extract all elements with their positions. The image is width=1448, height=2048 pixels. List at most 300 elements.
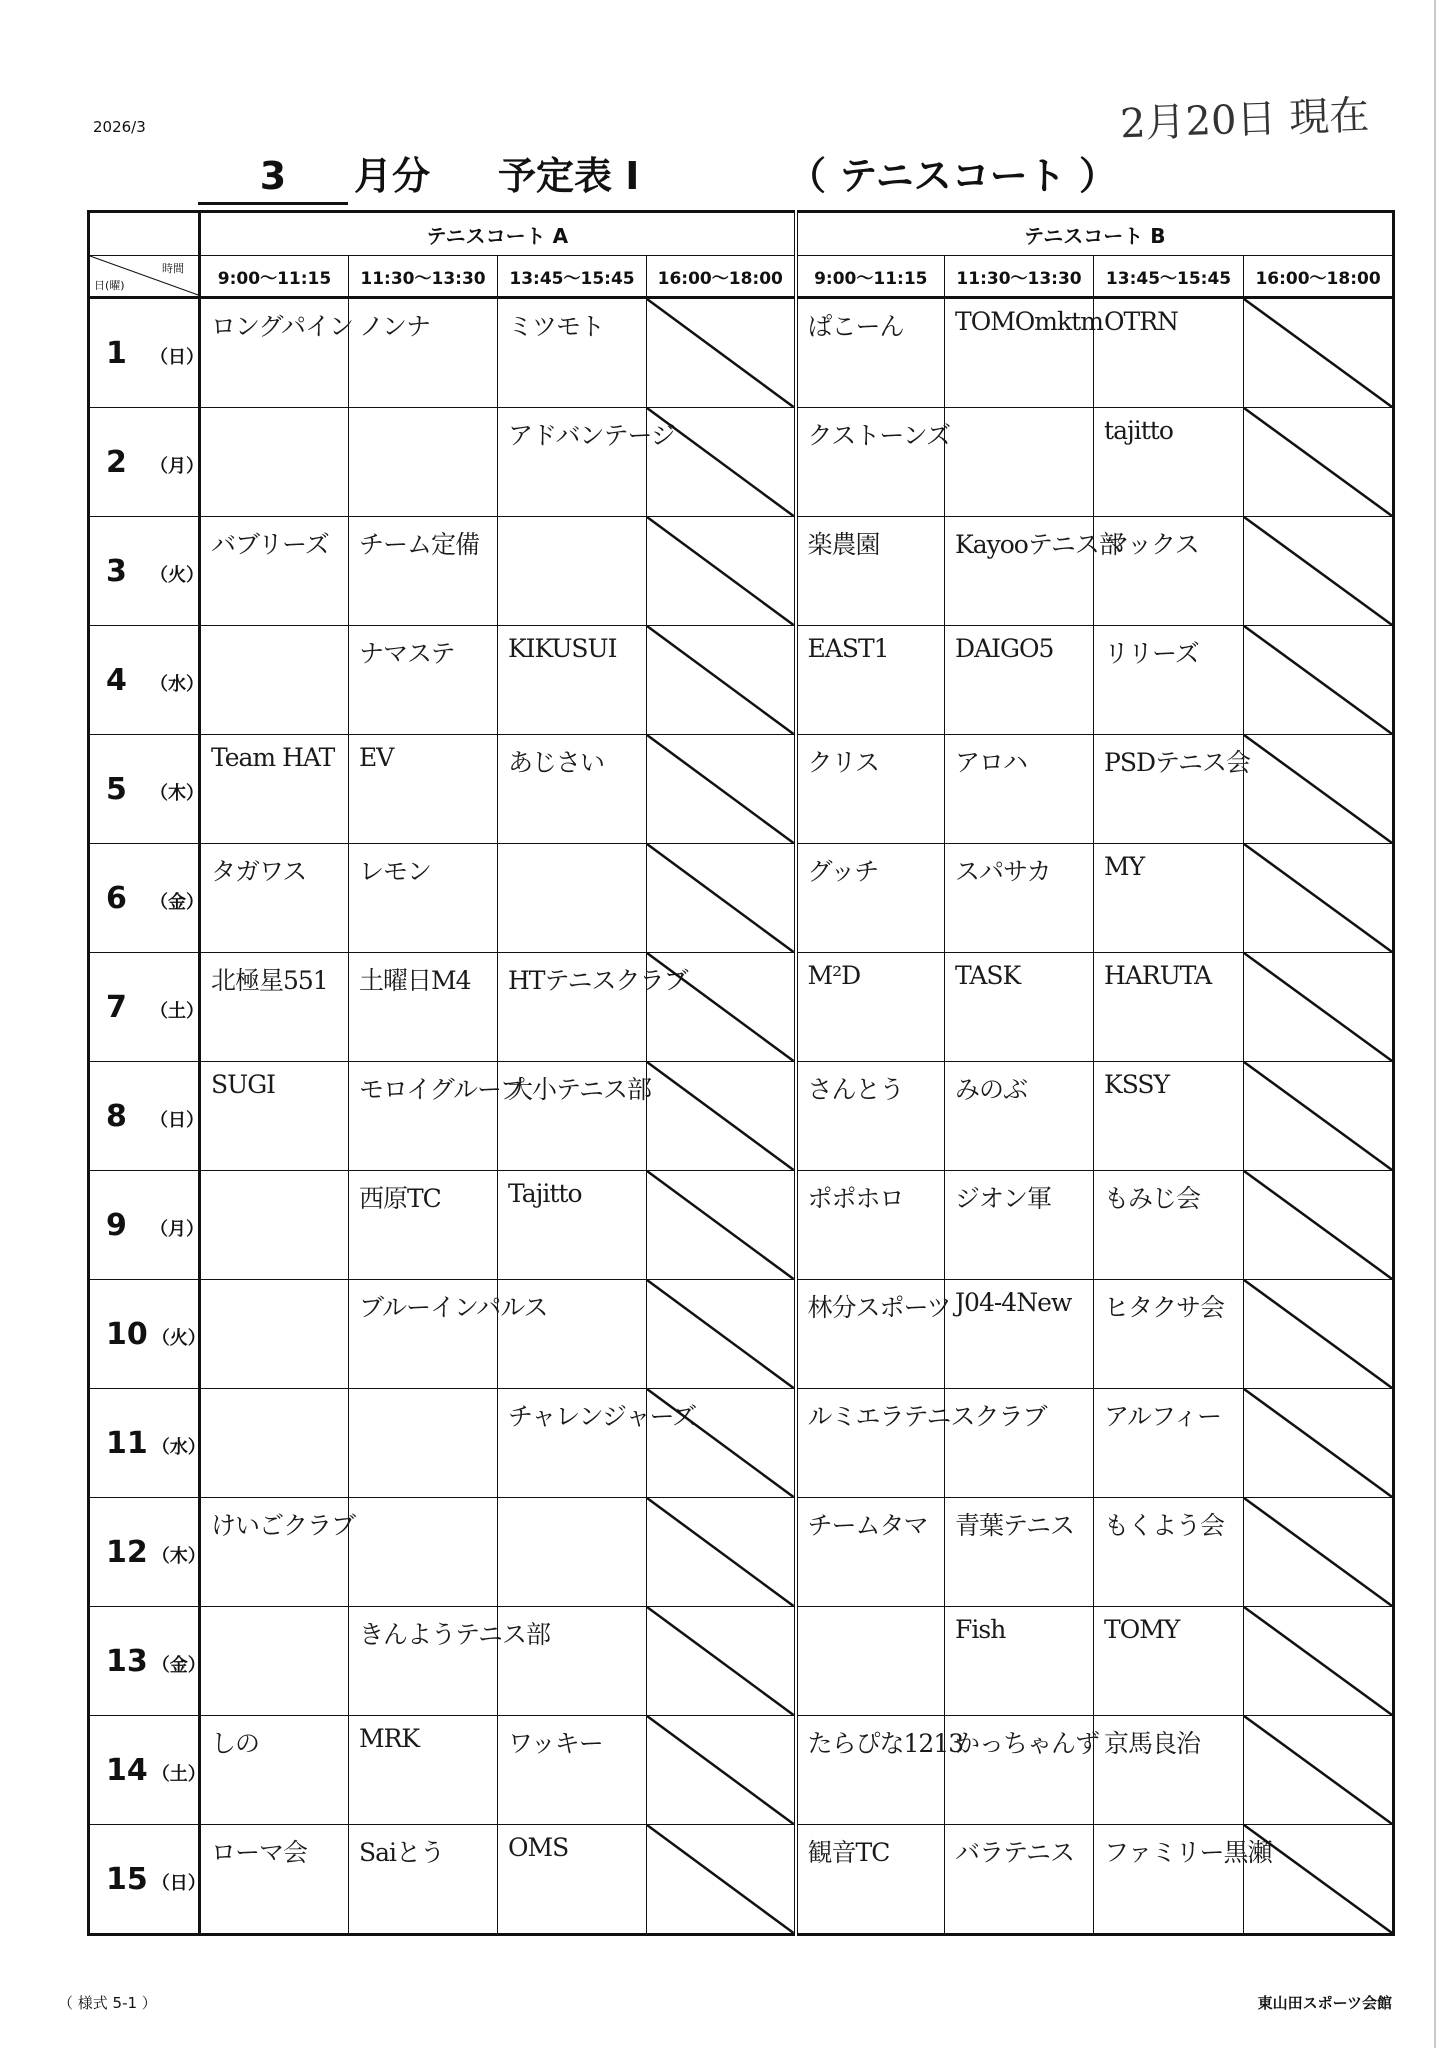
booking-cell <box>200 953 349 1062</box>
time-slot-header: 13:45～15:45 <box>498 256 647 298</box>
day-row <box>89 735 1394 844</box>
booking-name: KIKUSUI <box>508 634 617 663</box>
day-label <box>89 735 204 844</box>
booking-name: ワッキー <box>508 1729 603 1758</box>
booking-cell <box>200 298 354 408</box>
booking-name <box>498 1607 646 1615</box>
facility-label: （ テニスコート ） <box>788 154 1117 198</box>
time-slot-header: 9:00～11:15 <box>200 256 349 298</box>
booking-name: アロハ <box>955 748 1028 777</box>
day-number: 1 <box>106 335 127 371</box>
booking-cell <box>945 298 1103 408</box>
booking-name: バブリーズ <box>211 530 329 559</box>
booking-cell <box>945 626 1094 735</box>
booking-cell <box>200 1062 349 1171</box>
diagonal-strike <box>1244 1607 1392 1715</box>
diagonal-strike <box>647 735 794 843</box>
day-label <box>89 953 204 1062</box>
booking-cell <box>796 735 945 844</box>
document-title: 予定表 I <box>498 154 640 198</box>
booking-name: レモン <box>359 857 432 886</box>
blocked-slot-cell <box>647 844 796 953</box>
booking-cell <box>200 517 349 626</box>
venue-name: 東山田スポーツ会館 <box>1257 1994 1392 2012</box>
blocked-slot-cell <box>647 1280 796 1389</box>
booking-cell <box>349 735 498 844</box>
day-number: 3 <box>106 553 127 589</box>
diagonal-strike <box>1244 1280 1392 1388</box>
day-number: 8 <box>106 1098 127 1134</box>
blocked-slot-cell <box>1244 1389 1394 1498</box>
diagonal-strike <box>647 1716 794 1824</box>
day-label <box>89 298 204 408</box>
booking-name <box>201 408 348 416</box>
day-row <box>89 1716 1394 1825</box>
booking-name: リリーズ <box>1104 639 1199 668</box>
time-slot-header: 16:00～18:00 <box>1244 256 1394 298</box>
day-number: 13 <box>106 1643 148 1679</box>
booking-cell <box>1094 735 1251 844</box>
booking-name: Fish <box>955 1615 1006 1644</box>
day-number: 6 <box>106 880 127 916</box>
booking-cell <box>945 1171 1094 1280</box>
booking-name: DAIGO5 <box>955 634 1054 663</box>
day-label <box>89 1389 206 1498</box>
day-label <box>89 1825 206 1935</box>
time-slot-header: 16:00～18:00 <box>647 256 796 298</box>
diagonal-strike <box>1244 408 1392 516</box>
blocked-slot-cell <box>1244 1825 1394 1935</box>
booking-name: タガワス <box>211 857 307 886</box>
day-number: 11 <box>106 1425 148 1461</box>
day-weekday: （水） <box>150 673 204 695</box>
diagonal-strike <box>1244 1825 1392 1933</box>
booking-name: 京馬良治 <box>1104 1729 1201 1758</box>
day-weekday: （水） <box>151 1436 206 1458</box>
day-weekday: （月） <box>150 455 204 477</box>
blocked-slot-cell <box>647 408 796 517</box>
booking-name: グッチ <box>807 857 879 886</box>
time-slot-header: 11:30～13:30 <box>349 256 498 298</box>
day-label <box>89 1062 204 1171</box>
booking-name <box>349 1498 497 1506</box>
booking-cell <box>1094 1716 1244 1825</box>
booking-name <box>798 1607 945 1615</box>
diagonal-strike <box>647 1171 794 1279</box>
blocked-slot-cell <box>1244 626 1394 735</box>
day-number: 14 <box>106 1752 148 1788</box>
day-weekday: （月） <box>150 1218 204 1240</box>
blocked-slot-cell <box>1244 1171 1394 1280</box>
booking-cell <box>1094 517 1244 626</box>
booking-cell <box>349 1498 498 1607</box>
booking-cell <box>796 844 945 953</box>
day-weekday: （木） <box>151 1545 206 1567</box>
booking-cell <box>945 1498 1094 1607</box>
booking-name: 西原TC <box>359 1184 441 1213</box>
booking-cell <box>498 1171 647 1280</box>
booking-cell <box>1094 408 1244 517</box>
booking-name: 青葉テニス <box>955 1511 1075 1540</box>
booking-cell <box>498 1389 697 1498</box>
booking-name: TOMOmktm <box>955 307 1103 336</box>
day-label <box>89 1607 206 1716</box>
booking-name: チームタマ <box>807 1511 928 1540</box>
booking-cell <box>200 1389 349 1498</box>
diagonal-strike <box>1244 1171 1392 1279</box>
blocked-slot-cell <box>647 626 796 735</box>
booking-cell <box>498 953 688 1062</box>
blocked-slot-cell <box>1244 735 1394 844</box>
time-slot-header: 11:30～13:30 <box>945 256 1094 298</box>
booking-name: TOMY <box>1104 1615 1180 1644</box>
day-number: 2 <box>106 444 127 480</box>
day-label <box>89 626 204 735</box>
booking-cell <box>796 1607 945 1716</box>
diagonal-strike <box>647 1389 794 1497</box>
day-row <box>89 953 1394 1062</box>
day-row <box>89 1498 1394 1607</box>
day-number: 5 <box>106 771 127 807</box>
day-number: 9 <box>106 1207 127 1243</box>
blocked-slot-cell <box>647 1607 796 1716</box>
booking-cell <box>200 1825 349 1935</box>
booking-cell <box>200 408 349 517</box>
booking-cell <box>945 1280 1094 1389</box>
booking-name: Team HAT <box>211 743 335 772</box>
booking-cell <box>498 735 647 844</box>
blocked-slot-cell <box>1244 953 1394 1062</box>
booking-name: ノンナ <box>359 312 431 341</box>
booking-cell <box>796 1171 945 1280</box>
day-weekday: （火） <box>151 1327 206 1349</box>
booking-cell <box>1094 1171 1244 1280</box>
booking-cell <box>796 626 945 735</box>
booking-name: Tajitto <box>508 1179 582 1208</box>
booking-name: 林分スポーツ <box>807 1293 951 1322</box>
booking-cell <box>349 1062 524 1171</box>
blocked-slot-cell <box>647 517 796 626</box>
booking-cell <box>1094 1825 1272 1935</box>
booking-cell <box>498 517 647 626</box>
booking-cell <box>1094 1607 1244 1716</box>
diagonal-strike <box>1244 953 1392 1061</box>
day-label <box>89 1280 206 1389</box>
booking-cell <box>796 1716 964 1825</box>
diagonal-strike <box>647 1825 794 1933</box>
booking-cell <box>200 735 349 844</box>
booking-name: マックス <box>1104 530 1199 559</box>
booking-name <box>201 1607 348 1615</box>
booking-name: OTRN <box>1104 307 1178 336</box>
booking-name: スパサカ <box>955 857 1051 886</box>
booking-cell <box>200 1498 356 1607</box>
booking-name: ナマステ <box>359 639 455 668</box>
booking-cell <box>349 1716 498 1825</box>
diagonal-strike <box>1244 626 1392 734</box>
booking-cell <box>796 1825 945 1935</box>
booking-name <box>349 408 497 416</box>
booking-cell <box>796 1389 1047 1498</box>
time-slot-header: 13:45～15:45 <box>1094 256 1244 298</box>
booking-name: ポポホロ <box>807 1184 904 1213</box>
booking-name: Saiとう <box>359 1838 445 1867</box>
day-number: 15 <box>106 1861 148 1897</box>
day-row <box>89 626 1394 735</box>
scan-edge <box>1434 0 1436 2048</box>
blocked-slot-cell <box>647 735 796 844</box>
day-label <box>89 1716 206 1825</box>
booking-cell <box>1094 844 1244 953</box>
booking-cell <box>498 408 676 517</box>
document-header <box>198 150 1198 206</box>
blocked-slot-cell <box>1244 1062 1394 1171</box>
booking-cell <box>1094 953 1244 1062</box>
blocked-slot-cell <box>647 1716 796 1825</box>
booking-name: OMS <box>508 1833 569 1862</box>
booking-cell <box>349 1280 548 1389</box>
booking-cell <box>796 1280 951 1389</box>
status-note: 2月20日 現在 <box>1119 92 1370 148</box>
day-label <box>89 517 204 626</box>
blocked-slot-cell <box>1244 1498 1394 1607</box>
diagonal-strike <box>647 626 794 734</box>
booking-name: バラテニス <box>955 1838 1075 1867</box>
schedule-body <box>89 298 1394 1935</box>
booking-cell <box>1094 626 1244 735</box>
booking-cell <box>945 517 1123 626</box>
booking-cell <box>349 1171 498 1280</box>
booking-name <box>201 1171 348 1179</box>
booking-cell <box>945 1062 1094 1171</box>
court-b-header: テニスコート B <box>796 212 1394 256</box>
diagonal-strike <box>647 517 794 625</box>
booking-name <box>498 517 646 525</box>
day-number: 10 <box>106 1316 148 1352</box>
booking-name: クストーンズ <box>807 421 951 450</box>
blocked-slot-cell <box>647 1062 796 1171</box>
booking-name: tajitto <box>1104 416 1173 445</box>
booking-name <box>201 626 348 634</box>
day-row <box>89 408 1394 517</box>
booking-cell <box>796 1498 945 1607</box>
day-row <box>89 1825 1394 1935</box>
diagonal-strike <box>1244 517 1392 625</box>
court-header-row <box>89 212 1394 256</box>
booking-cell <box>945 1607 1094 1716</box>
booking-cell <box>498 1498 647 1607</box>
booking-name: ジオン軍 <box>955 1184 1052 1213</box>
booking-name: MRK <box>359 1724 420 1753</box>
diagonal-strike <box>647 1280 794 1388</box>
booking-name: アルフィー <box>1104 1402 1222 1431</box>
booking-name: ファミリー黒瀬 <box>1104 1838 1272 1867</box>
booking-name: 大小テニス部 <box>508 1075 652 1104</box>
diagonal-strike <box>647 299 794 407</box>
booking-name: ぱこーん <box>807 312 904 341</box>
booking-name: PSDテニス会 <box>1104 748 1251 777</box>
booking-name: TASK <box>955 961 1021 990</box>
booking-name: ブルーインパルス <box>359 1293 548 1322</box>
booking-name <box>945 1389 1093 1397</box>
booking-name: 楽農園 <box>807 530 880 559</box>
booking-name: みのぶ <box>955 1075 1028 1104</box>
booking-cell <box>945 735 1094 844</box>
booking-name: SUGI <box>211 1070 276 1099</box>
booking-cell <box>200 1716 349 1825</box>
blocked-slot-cell <box>1244 517 1394 626</box>
booking-cell <box>1094 298 1244 408</box>
day-label <box>89 844 204 953</box>
booking-cell <box>200 1171 349 1280</box>
booking-cell <box>498 1716 647 1825</box>
booking-name: チーム定備 <box>359 530 480 559</box>
day-weekday: （火） <box>150 564 204 586</box>
month-value: 3 <box>198 150 348 205</box>
booking-name <box>349 1389 497 1397</box>
booking-cell <box>349 298 498 408</box>
booking-cell <box>945 1825 1094 1935</box>
blocked-slot-cell <box>647 298 796 408</box>
booking-cell <box>200 1280 349 1389</box>
booking-cell <box>945 1716 1100 1825</box>
booking-name: 土曜日M4 <box>359 966 471 995</box>
booking-cell <box>498 626 647 735</box>
day-row <box>89 1607 1394 1716</box>
day-number: 7 <box>106 989 127 1025</box>
booking-name <box>201 1389 348 1397</box>
booking-name: Kayooテニス部 <box>955 530 1123 559</box>
diagonal-strike <box>1244 1389 1392 1497</box>
booking-name: J04-4New <box>955 1288 1072 1317</box>
day-weekday: （木） <box>150 782 204 804</box>
booking-name <box>498 1498 646 1506</box>
booking-name: 観音TC <box>807 1838 890 1867</box>
booking-cell <box>349 1825 498 1935</box>
booking-name: HTテニスクラブ <box>508 966 688 995</box>
booking-name: さんとう <box>807 1075 904 1104</box>
booking-cell <box>200 844 349 953</box>
booking-name: MY <box>1104 852 1145 881</box>
booking-name: ローマ会 <box>211 1838 308 1867</box>
booking-name: きんようテニス部 <box>359 1620 551 1649</box>
booking-cell <box>796 298 945 408</box>
blocked-slot-cell <box>1244 298 1394 408</box>
booking-name: ロングパイン <box>211 312 354 341</box>
booking-name: たらぴな1213 <box>807 1729 964 1758</box>
booking-cell <box>349 1389 498 1498</box>
time-slot-header: 9:00～11:15 <box>796 256 945 298</box>
booking-name: ルミエラテニスクラブ <box>807 1402 1047 1431</box>
blocked-slot-cell <box>1244 1607 1394 1716</box>
booking-name: チャレンジャーズ <box>508 1402 697 1431</box>
booking-name <box>498 844 646 852</box>
diagonal-strike <box>1244 1062 1392 1170</box>
blocked-slot-cell <box>1244 844 1394 953</box>
corner-day-label: 日(曜) <box>94 279 125 292</box>
booking-name: アドバンテージ <box>508 421 676 450</box>
day-number: 4 <box>106 662 127 698</box>
day-label <box>89 1498 206 1607</box>
diagonal-strike <box>1244 844 1392 952</box>
booking-name: かっちゃんず <box>955 1729 1100 1758</box>
court-a-header: テニスコート A <box>200 212 796 256</box>
corner-blank <box>89 212 200 256</box>
booking-cell <box>498 844 647 953</box>
corner-time-label: 時間 <box>162 262 184 275</box>
blocked-slot-cell <box>647 1171 796 1280</box>
time-header-row <box>89 256 1394 298</box>
booking-name: ミツモト <box>508 312 605 341</box>
booking-name: もくよう会 <box>1104 1511 1225 1540</box>
booking-cell <box>1094 1498 1244 1607</box>
diagonal-strike <box>1244 299 1392 407</box>
year-month: 2026/3 <box>93 118 146 136</box>
form-code: （ 様式 5-1 ） <box>58 1994 157 2012</box>
day-row <box>89 1171 1394 1280</box>
booking-cell <box>945 844 1094 953</box>
booking-cell <box>796 1062 945 1171</box>
blocked-slot-cell <box>1244 408 1394 517</box>
diagonal-strike <box>647 1498 794 1606</box>
booking-cell <box>796 517 945 626</box>
blocked-slot-cell <box>647 1389 796 1498</box>
day-row <box>89 844 1394 953</box>
day-weekday: （日） <box>150 346 204 368</box>
day-weekday: （日） <box>150 1109 204 1131</box>
blocked-slot-cell <box>647 953 796 1062</box>
booking-name: けいごクラブ <box>211 1511 356 1540</box>
day-row <box>89 1062 1394 1171</box>
booking-name: HARUTA <box>1104 961 1212 990</box>
booking-cell <box>945 953 1094 1062</box>
booking-name: 北極星551 <box>211 966 328 995</box>
booking-cell <box>498 1062 652 1171</box>
booking-name: モロイグループ <box>359 1075 524 1104</box>
month-suffix: 月分 <box>354 154 431 198</box>
booking-name: EAST1 <box>807 634 889 663</box>
day-weekday: （金） <box>151 1654 206 1676</box>
diagonal-strike <box>647 953 794 1061</box>
day-row <box>89 1389 1394 1498</box>
booking-name: しの <box>211 1729 260 1758</box>
day-row <box>89 1280 1394 1389</box>
booking-name: M²D <box>807 961 861 990</box>
booking-name: クリス <box>807 748 880 777</box>
diagonal-strike <box>647 1607 794 1715</box>
booking-cell <box>796 408 951 517</box>
diagonal-strike <box>1244 1716 1392 1824</box>
booking-cell <box>349 1607 551 1716</box>
corner-cell <box>89 256 200 298</box>
blocked-slot-cell <box>647 1825 796 1935</box>
booking-cell <box>349 517 498 626</box>
booking-cell <box>1094 1062 1244 1171</box>
booking-name: あじさい <box>508 748 605 777</box>
booking-name: KSSY <box>1104 1070 1170 1099</box>
day-weekday: （土） <box>150 1000 204 1022</box>
booking-cell <box>498 298 647 408</box>
booking-cell <box>498 1825 647 1935</box>
diagonal-strike <box>1244 735 1392 843</box>
blocked-slot-cell <box>1244 1716 1394 1825</box>
booking-cell <box>349 626 498 735</box>
booking-name <box>201 1280 348 1288</box>
booking-name: もみじ会 <box>1104 1184 1201 1213</box>
diagonal-strike <box>647 408 794 516</box>
booking-cell <box>796 953 945 1062</box>
diagonal-strike <box>647 844 794 952</box>
